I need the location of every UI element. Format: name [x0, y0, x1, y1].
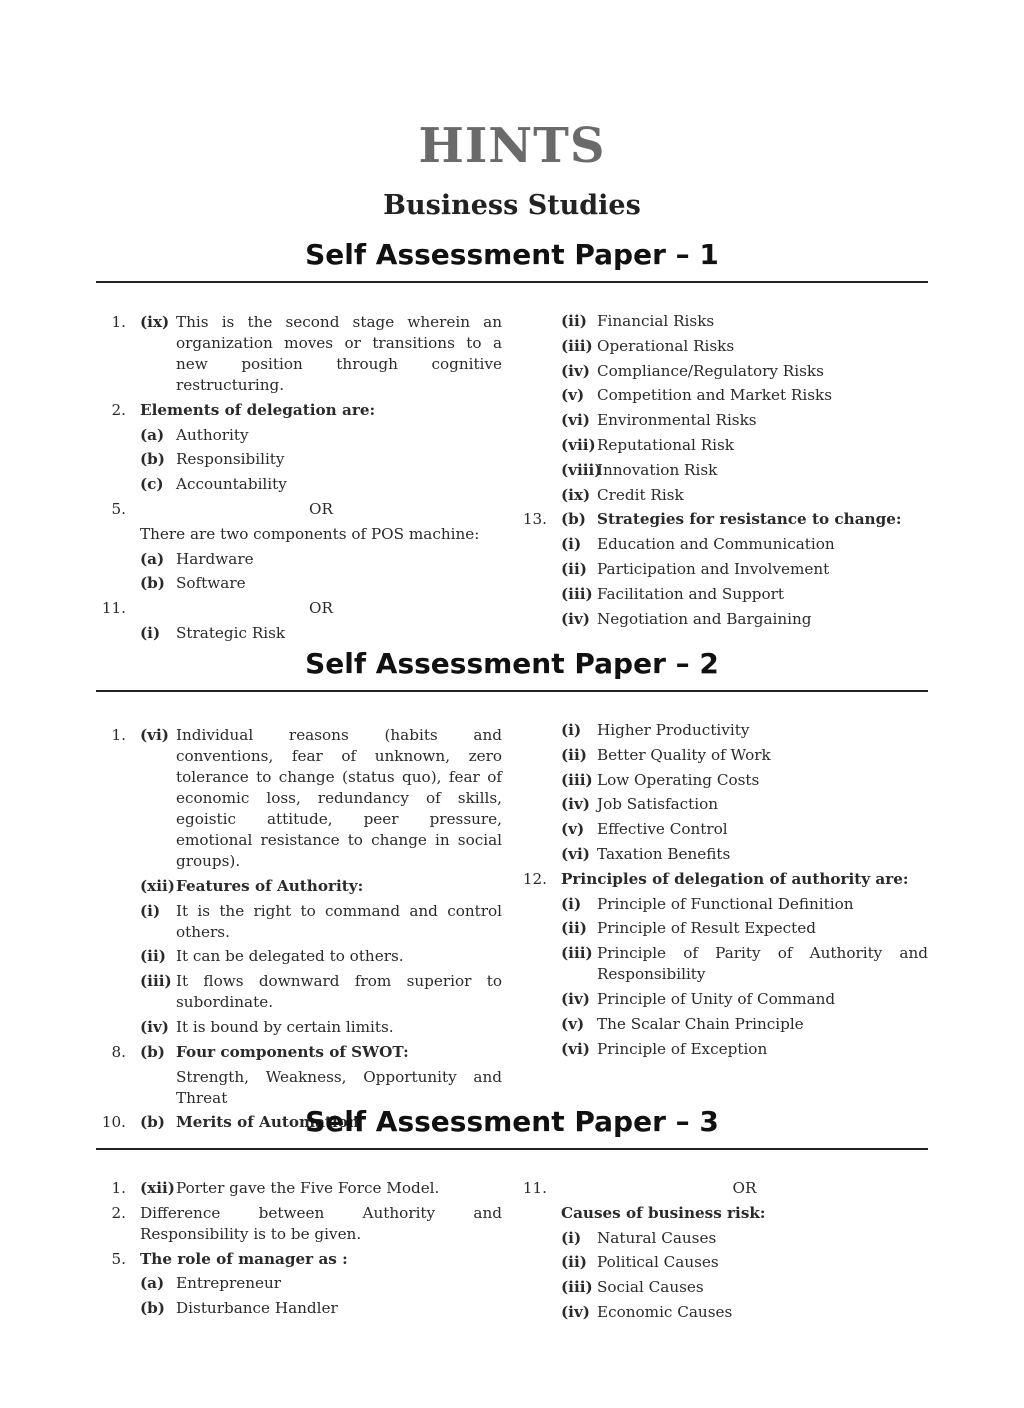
- list-item: [527, 584, 928, 605]
- item-text: It can be delegated to others.: [176, 947, 404, 966]
- item-label: (ix): [561, 485, 591, 504]
- item-text: OR: [732, 1179, 757, 1197]
- list-item: [106, 623, 502, 644]
- item-text: Negotiation and Bargaining: [597, 609, 812, 628]
- paper-2-left-column: [101, 725, 502, 1137]
- item-text: Social Causes: [597, 1278, 704, 1297]
- item-label: (ii): [561, 312, 587, 330]
- item-label: (b): [140, 1299, 165, 1318]
- divider: [96, 1148, 928, 1150]
- item-text: Strength, Weakness, Opportunity and Threat: [176, 1067, 502, 1107]
- item-label: (iv): [561, 609, 590, 628]
- paper-3-left-column: [106, 1178, 502, 1323]
- item-label: (a): [140, 549, 165, 568]
- item-text: Principle of Result Expected: [597, 919, 816, 938]
- item-text: Responsibility: [176, 450, 285, 469]
- item-text: Effective Control: [597, 820, 728, 839]
- list-item: [522, 1178, 928, 1199]
- item-text: Strategic Risk: [176, 623, 286, 642]
- item-label: (iv): [140, 1017, 169, 1036]
- item-number: 2.: [111, 1203, 126, 1222]
- list-item: [527, 336, 928, 357]
- list-item: [106, 312, 502, 396]
- item-text: Participation and Involvement: [597, 559, 830, 578]
- divider: [96, 690, 928, 692]
- item-number: 1.: [111, 726, 126, 744]
- item-label: (i): [140, 901, 161, 920]
- item-text: There are two components of POS machine:: [140, 524, 480, 543]
- list-item: [527, 1203, 928, 1224]
- item-label: (b): [140, 450, 165, 469]
- list-item: [527, 943, 928, 985]
- item-number: 11.: [522, 1179, 547, 1197]
- item-text: Principles of delegation of authority are:: [561, 869, 909, 888]
- list-item: [106, 499, 502, 520]
- list-item: [527, 460, 928, 481]
- paper-2-right-column: [522, 720, 928, 1063]
- list-item: [106, 400, 502, 421]
- list-item: [106, 1298, 502, 1319]
- item-number: 11.: [101, 599, 126, 618]
- list-item: [527, 745, 928, 766]
- list-item: [106, 474, 502, 495]
- item-text: It is bound by certain limits.: [176, 1017, 394, 1036]
- list-item: [527, 1252, 928, 1273]
- list-item: [527, 311, 928, 332]
- item-label: (i): [561, 721, 582, 739]
- item-text: Causes of business risk:: [561, 1203, 766, 1222]
- list-item: [527, 819, 928, 840]
- item-label: (vi): [561, 1039, 590, 1058]
- item-label: (vi): [140, 726, 169, 744]
- item-text: The role of manager as :: [140, 1249, 348, 1268]
- item-label: (vii): [561, 435, 596, 454]
- item-text: Principle of Unity of Command: [597, 989, 836, 1008]
- item-text: Hardware: [176, 549, 254, 568]
- list-item: [527, 1014, 928, 1035]
- item-text: Features of Authority:: [176, 876, 364, 895]
- item-text: Principle of Exception: [597, 1039, 768, 1058]
- item-text: Merits of Automation: [176, 1113, 359, 1132]
- item-number: 8.: [111, 1042, 126, 1061]
- paper-1-title: Self Assessment Paper – 1: [305, 238, 719, 271]
- list-item: [106, 901, 502, 943]
- divider: [96, 281, 928, 283]
- list-item: [106, 1178, 502, 1199]
- item-text: Four components of SWOT:: [176, 1042, 409, 1061]
- list-item: [527, 435, 928, 456]
- list-item: [106, 425, 502, 446]
- item-text: Entrepreneur: [176, 1274, 281, 1293]
- page-title: HINTS: [418, 118, 606, 174]
- item-text: Principle of Parity of Authority and Responsibility: [597, 944, 928, 984]
- item-label: (iii): [561, 770, 593, 789]
- item-text: This is the second stage wherein an organization moves or transitions to a new position through cognitive restructuring.: [176, 313, 502, 394]
- list-item: [106, 876, 502, 897]
- list-item: [106, 1067, 502, 1109]
- item-text: Accountability: [176, 475, 287, 494]
- item-label: (a): [140, 1274, 165, 1293]
- list-item: [101, 598, 502, 619]
- item-text: The Scalar Chain Principle: [597, 1014, 804, 1033]
- item-text: Competition and Market Risks: [597, 386, 833, 405]
- paper-3-right-column: [522, 1178, 928, 1327]
- item-label: (vi): [561, 844, 590, 863]
- list-item: [527, 794, 928, 815]
- item-label: (iv): [561, 795, 590, 814]
- item-label: (viii): [561, 460, 602, 479]
- item-label: (ii): [561, 559, 587, 578]
- item-label: (xii): [140, 1179, 175, 1197]
- list-item: [527, 410, 928, 431]
- list-item: [527, 894, 928, 915]
- item-text: OR: [309, 599, 333, 618]
- list-item: [527, 918, 928, 939]
- item-label: (iii): [561, 944, 593, 963]
- list-item: [522, 509, 928, 530]
- item-label: (ii): [561, 919, 587, 938]
- item-label: (vi): [561, 411, 590, 430]
- list-item: [522, 869, 928, 890]
- item-text: Credit Risk: [597, 485, 684, 504]
- item-label: (a): [140, 425, 165, 444]
- item-label: (b): [561, 510, 586, 529]
- item-text: Low Operating Costs: [597, 770, 760, 789]
- item-label: (iv): [561, 361, 590, 380]
- item-label: (iii): [561, 336, 593, 355]
- item-number: 2.: [111, 400, 126, 419]
- item-text: Strategies for resistance to change:: [597, 510, 902, 529]
- item-text: Authority: [176, 425, 249, 444]
- item-label: (iv): [561, 989, 590, 1008]
- list-item: [106, 573, 502, 594]
- item-label: (ii): [561, 1253, 587, 1272]
- list-item: [106, 1017, 502, 1038]
- item-text: Operational Risks: [597, 336, 735, 355]
- item-text: Compliance/Regulatory Risks: [597, 361, 824, 380]
- list-item: [106, 725, 502, 872]
- paper-3-title: Self Assessment Paper – 3: [305, 1105, 719, 1138]
- item-text: Job Satisfaction: [597, 795, 719, 814]
- item-text: Taxation Benefits: [597, 844, 731, 863]
- list-item: [527, 720, 928, 741]
- item-number: 1.: [111, 313, 126, 331]
- list-item: [106, 449, 502, 470]
- list-item: [527, 559, 928, 580]
- item-text: Reputational Risk: [597, 435, 734, 454]
- item-text: It is the right to command and control others.: [176, 901, 502, 941]
- list-item: [527, 1302, 928, 1323]
- list-item: [106, 549, 502, 570]
- list-item: [527, 1228, 928, 1249]
- item-label: (xii): [140, 876, 175, 895]
- item-label: (c): [140, 475, 164, 494]
- list-item: [106, 1273, 502, 1294]
- item-text: Education and Communication: [597, 535, 835, 554]
- list-item: [106, 1249, 502, 1270]
- list-item: [527, 770, 928, 791]
- item-label: (v): [561, 1014, 585, 1033]
- item-label: (ix): [140, 313, 170, 331]
- list-item: [527, 844, 928, 865]
- item-text: OR: [309, 499, 333, 518]
- item-text: Difference between Authority and Responsibility is to be given.: [140, 1203, 502, 1243]
- item-label: (ii): [140, 947, 166, 966]
- item-text: Natural Causes: [597, 1228, 717, 1247]
- item-label: (iii): [561, 584, 593, 603]
- list-item: [106, 524, 502, 545]
- item-text: Political Causes: [597, 1253, 719, 1272]
- item-label: (i): [140, 623, 161, 642]
- item-number: 10.: [101, 1113, 126, 1132]
- item-text: Individual reasons (habits and conventions, fear of unknown, zero tolerance to change (status quo), fear of economic loss, redundancy of skills, egoistic attitude, peer pressure, emotional resistance to change in social groups).: [176, 726, 502, 870]
- item-text: Elements of delegation are:: [140, 400, 376, 419]
- list-item: [527, 485, 928, 506]
- item-number: 1.: [111, 1179, 126, 1197]
- item-label: (b): [140, 574, 165, 593]
- paper-2-title: Self Assessment Paper – 2: [305, 647, 719, 680]
- item-text: Economic Causes: [597, 1302, 733, 1321]
- item-label: (i): [561, 1228, 582, 1247]
- item-number: 12.: [522, 869, 547, 888]
- item-text: Better Quality of Work: [597, 745, 771, 764]
- item-label: (b): [140, 1113, 165, 1132]
- item-text: Facilitation and Support: [597, 584, 785, 603]
- item-label: (b): [140, 1042, 165, 1061]
- item-text: Disturbance Handler: [176, 1299, 338, 1318]
- item-text: Financial Risks: [597, 312, 715, 330]
- list-item: [527, 534, 928, 555]
- item-text: It flows downward from superior to subordinate.: [176, 972, 502, 1012]
- item-text: Innovation Risk: [597, 460, 718, 479]
- paper-1-right-column: [522, 311, 928, 633]
- item-label: (i): [561, 535, 582, 554]
- item-label: (i): [561, 894, 582, 913]
- item-text: Environmental Risks: [597, 411, 757, 430]
- list-item: [106, 1203, 502, 1245]
- item-text: Porter gave the Five Force Model.: [176, 1179, 440, 1197]
- item-text: Software: [176, 574, 246, 593]
- list-item: [106, 1042, 502, 1063]
- item-number: 5.: [111, 1249, 126, 1268]
- item-text: Higher Productivity: [597, 721, 750, 739]
- item-label: (iii): [140, 972, 172, 991]
- item-label: (ii): [561, 745, 587, 764]
- item-label: (iii): [561, 1278, 593, 1297]
- item-number: 5.: [111, 499, 126, 518]
- subject-heading: Business Studies: [383, 190, 641, 221]
- item-label: (v): [561, 820, 585, 839]
- item-label: (iv): [561, 1302, 590, 1321]
- list-item: [527, 989, 928, 1010]
- paper-1-left-column: [101, 312, 502, 648]
- list-item: [106, 946, 502, 967]
- item-text: Principle of Functional Definition: [597, 894, 854, 913]
- list-item: [527, 1277, 928, 1298]
- list-item: [527, 1039, 928, 1060]
- list-item: [106, 971, 502, 1013]
- item-number: 13.: [522, 510, 547, 529]
- list-item: [527, 609, 928, 630]
- list-item: [527, 361, 928, 382]
- list-item: [527, 385, 928, 406]
- item-label: (v): [561, 386, 585, 405]
